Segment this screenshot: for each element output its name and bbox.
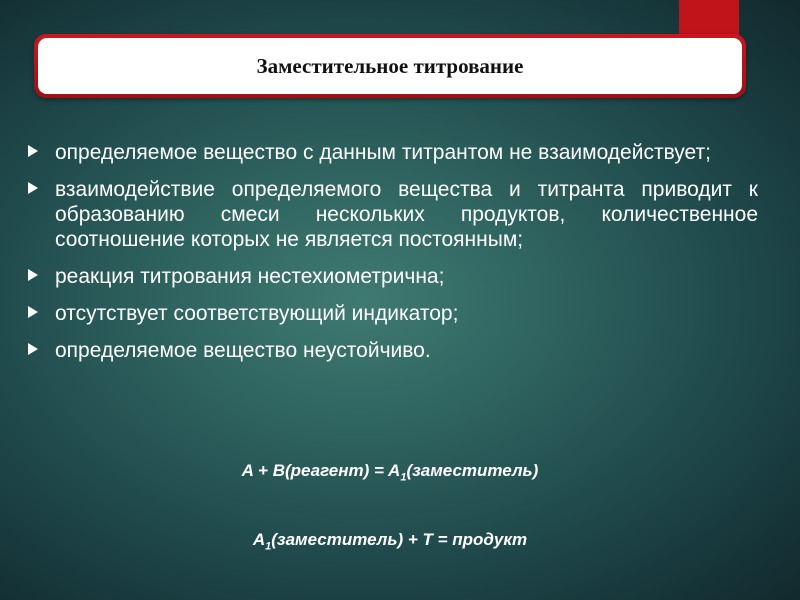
triangle-bullet-icon bbox=[28, 269, 38, 281]
title-panel bbox=[38, 38, 742, 94]
bullet-item bbox=[28, 177, 758, 252]
bullet-text: взаимодействие определяемого вещества и титранта приводит к образованию смеси нескольких продуктов, количественное соотношение которых не является постоянным; bbox=[55, 178, 758, 251]
title-frame bbox=[34, 34, 746, 98]
bullet-item bbox=[28, 338, 758, 363]
triangle-bullet-icon bbox=[28, 182, 38, 194]
equation-substitution bbox=[0, 461, 780, 483]
bullet-list bbox=[28, 140, 758, 375]
bullet-text: определяемое вещество с данным титрантом не взаимодействует; bbox=[55, 141, 711, 164]
slide-title: Заместительное титрование bbox=[256, 53, 524, 78]
bullet-text: определяемое вещество неустойчиво. bbox=[55, 339, 431, 362]
equation-titration bbox=[0, 530, 780, 552]
red-accent-tab bbox=[679, 0, 739, 36]
bullet-text: реакция титрования нестехиометрична; bbox=[55, 265, 445, 288]
triangle-bullet-icon bbox=[28, 343, 38, 355]
bullet-item bbox=[28, 140, 758, 165]
triangle-bullet-icon bbox=[28, 145, 38, 157]
equation-subscript: 1 bbox=[400, 471, 407, 484]
equation-subscript: 1 bbox=[265, 540, 272, 553]
bullet-item bbox=[28, 264, 758, 289]
equation-left: A + B(реагент) = A bbox=[241, 461, 401, 480]
equation-right: (заместитель) + T = продукт bbox=[271, 530, 528, 549]
bullet-text: отсутствует соответствующий индикатор; bbox=[55, 302, 459, 325]
equation-right: (заместитель) bbox=[406, 461, 539, 480]
bullet-item bbox=[28, 301, 758, 326]
equation-left: A bbox=[252, 530, 266, 549]
triangle-bullet-icon bbox=[28, 306, 38, 318]
